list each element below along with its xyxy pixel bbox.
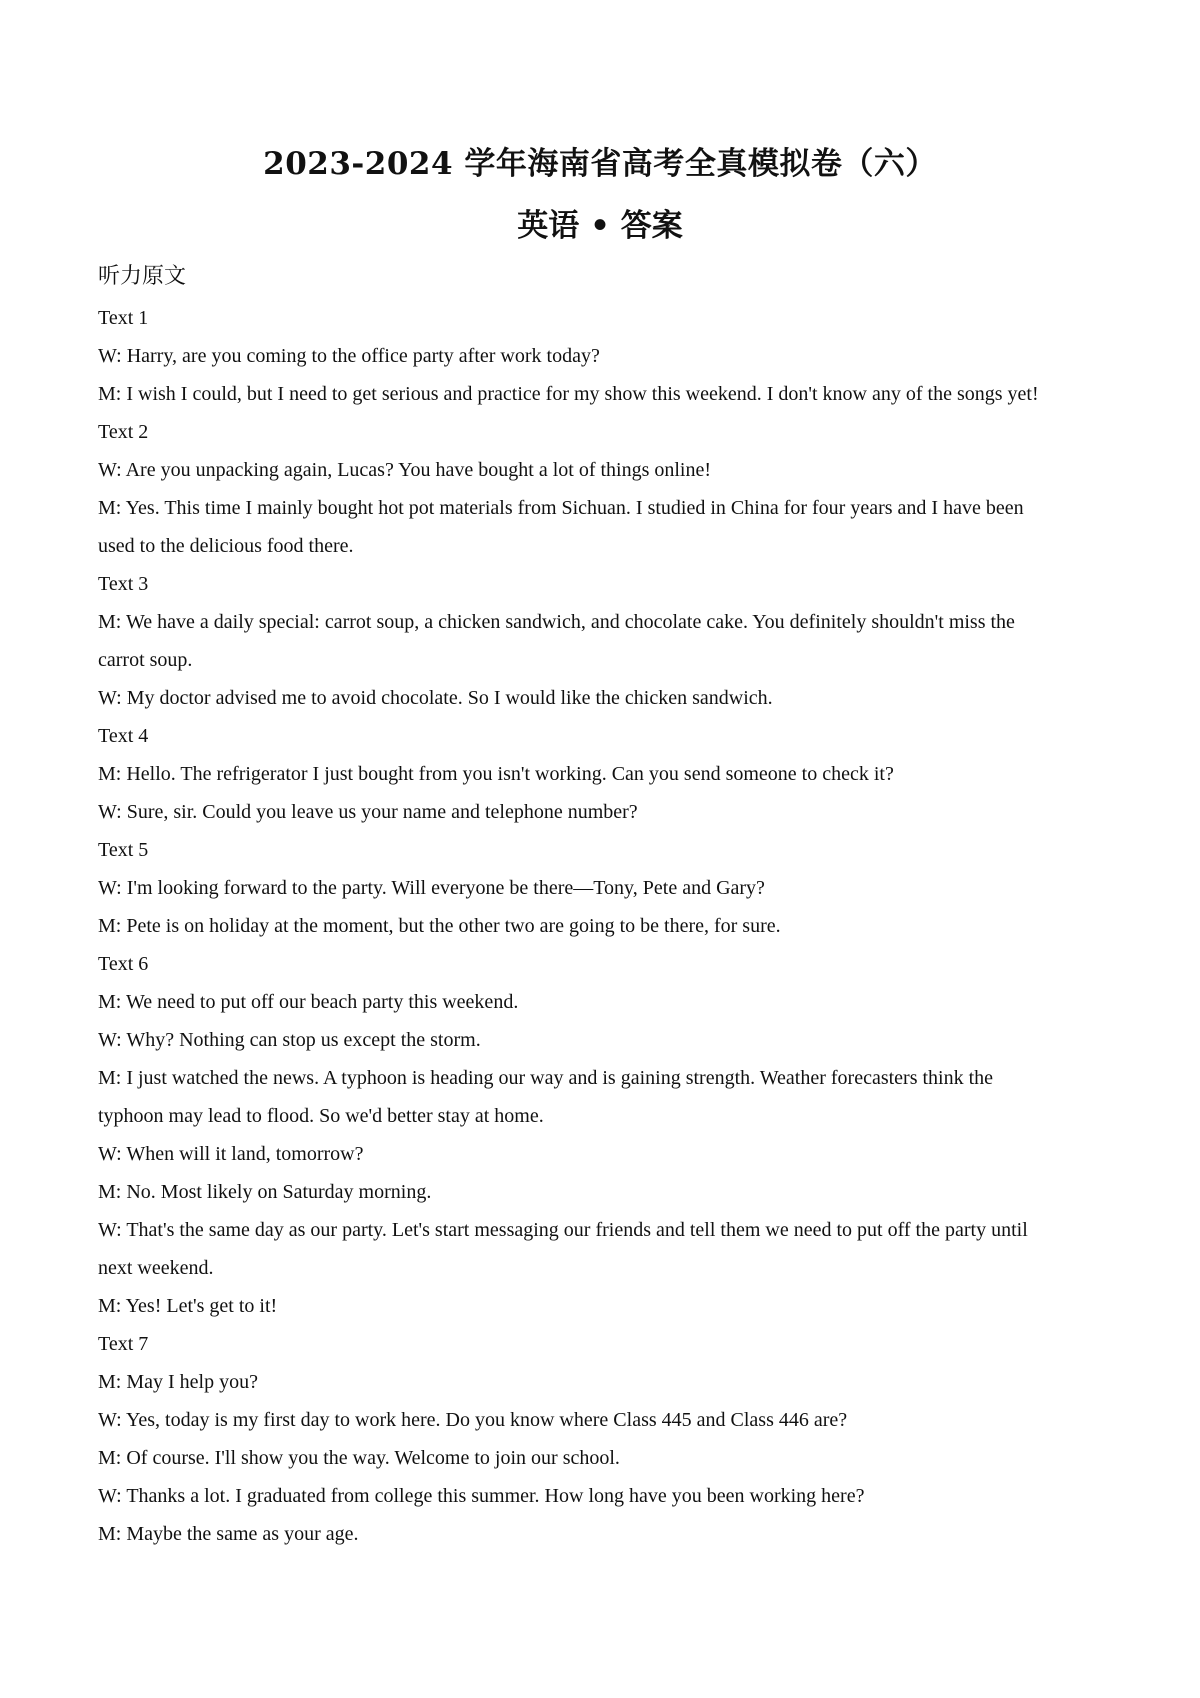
transcript-line: W: When will it land, tomorrow? <box>98 1143 364 1165</box>
transcript-line: W: I'm looking forward to the party. Will everyone be there—Tony, Pete and Gary? <box>98 877 765 899</box>
listening-transcript <box>98 299 1108 1553</box>
transcript-line: M: Of course. I'll show you the way. Welcome to join our school. <box>98 1447 620 1469</box>
transcript-line: W: Yes, today is my first day to work here. Do you know where Class 445 and Class 446 are? <box>98 1409 848 1431</box>
transcript-line: W: Sure, sir. Could you leave us your name and telephone number? <box>98 801 638 823</box>
transcript-line: M: Hello. The refrigerator I just bought from you isn't working. Can you send someone to check it? <box>98 763 894 785</box>
transcript-label-text-7: Text 7 <box>98 1333 149 1355</box>
section-heading: 听力原文 <box>98 264 187 289</box>
transcript-line: W: Are you unpacking again, Lucas? You have bought a lot of things online! <box>98 459 712 481</box>
transcript-label-text-5: Text 5 <box>98 839 149 861</box>
document-title: 2023-2024 学年海南省高考全真模拟卷（六） <box>263 146 937 182</box>
transcript-line: M: I just watched the news. A typhoon is heading our way and is gaining strength. Weather forecasters think the <box>98 1067 994 1089</box>
transcript-line: W: That's the same day as our party. Let's start messaging our friends and tell them we need to put off the party until <box>98 1219 1028 1241</box>
transcript-line: M: I wish I could, but I need to get serious and practice for my show this weekend. I don't know any of the songs yet! <box>98 383 1039 405</box>
transcript-line: M: May I help you? <box>98 1371 258 1393</box>
transcript-line: M: We need to put off our beach party this weekend. <box>98 991 519 1013</box>
transcript-line: used to the delicious food there. <box>98 535 354 557</box>
transcript-line: W: Thanks a lot. I graduated from college this summer. How long have you been working here? <box>98 1485 865 1507</box>
transcript-line: M: Yes! Let's get to it! <box>98 1295 278 1317</box>
transcript-line: M: We have a daily special: carrot soup, a chicken sandwich, and chocolate cake. You definitely shouldn't miss the <box>98 611 1015 633</box>
transcript-line: W: Why? Nothing can stop us except the storm. <box>98 1029 481 1051</box>
transcript-label-text-1: Text 1 <box>98 307 149 329</box>
transcript-label-text-3: Text 3 <box>98 573 149 595</box>
transcript-line: next weekend. <box>98 1257 214 1279</box>
transcript-line: typhoon may lead to flood. So we'd better stay at home. <box>98 1105 544 1127</box>
transcript-line: W: My doctor advised me to avoid chocolate. So I would like the chicken sandwich. <box>98 687 773 709</box>
transcript-line: M: No. Most likely on Saturday morning. <box>98 1181 432 1203</box>
transcript-line: M: Pete is on holiday at the moment, but the other two are going to be there, for sure. <box>98 915 781 937</box>
transcript-label-text-2: Text 2 <box>98 421 149 443</box>
transcript-label-text-6: Text 6 <box>98 953 149 975</box>
transcript-line: M: Yes. This time I mainly bought hot pot materials from Sichuan. I studied in China for four years and I have been <box>98 497 1024 519</box>
transcript-line: W: Harry, are you coming to the office party after work today? <box>98 345 600 367</box>
transcript-line: M: Maybe the same as your age. <box>98 1523 359 1545</box>
transcript-label-text-4: Text 4 <box>98 725 149 747</box>
transcript-line: carrot soup. <box>98 649 193 671</box>
document-subtitle: 英语 • 答案 <box>517 208 683 244</box>
